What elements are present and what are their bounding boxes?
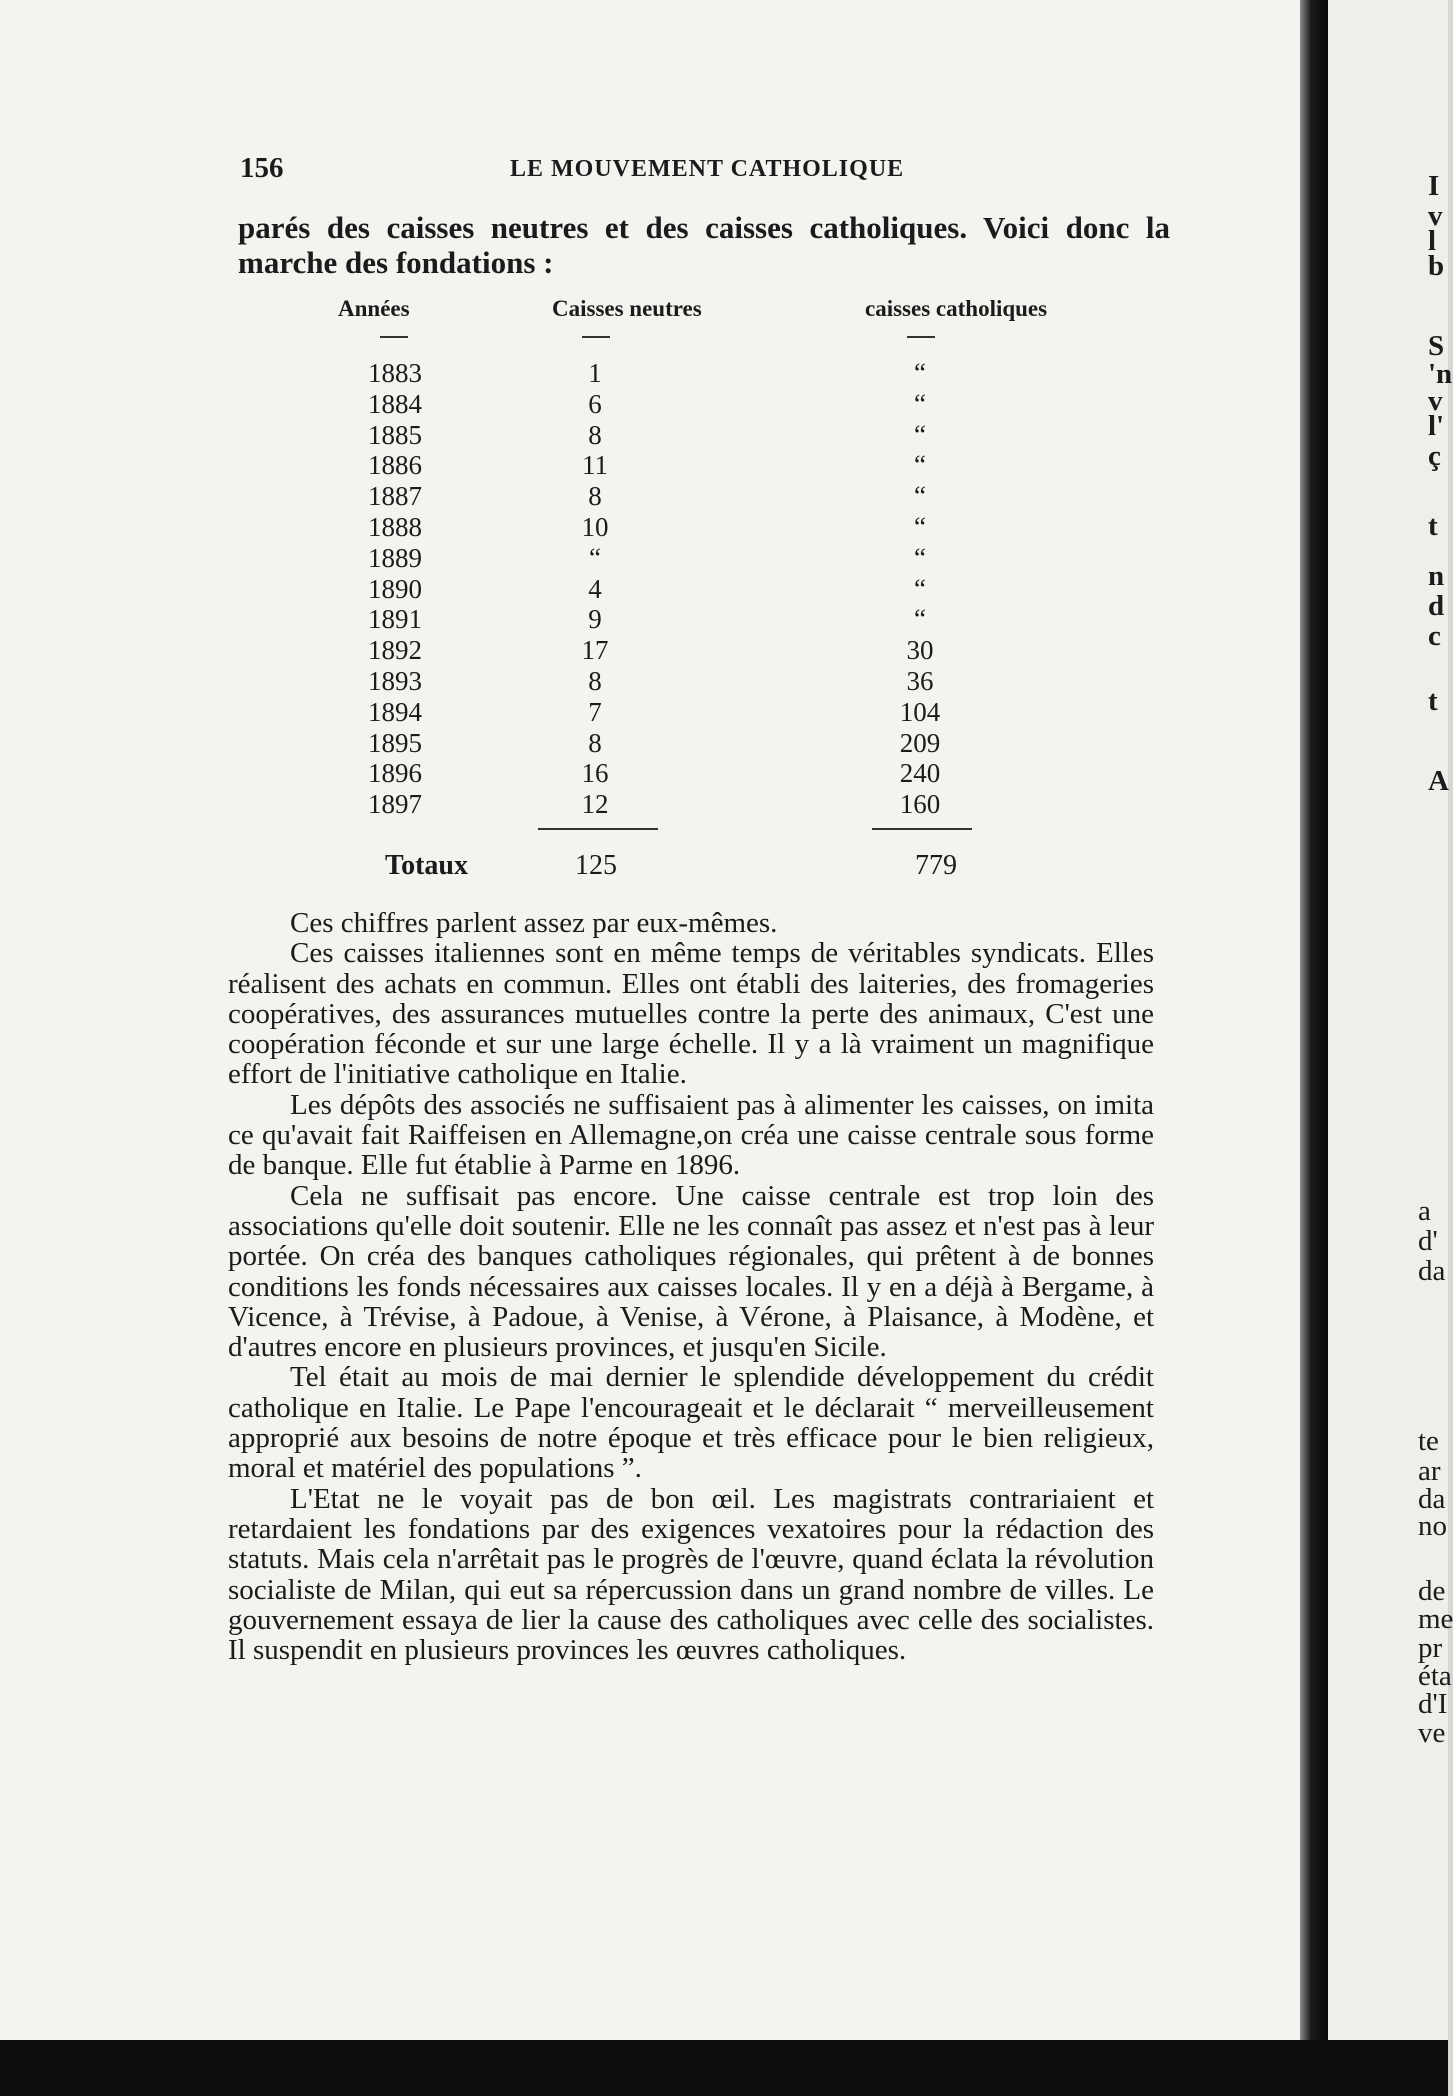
table-row <box>300 604 1120 635</box>
neutres-cell: 10 <box>581 511 609 542</box>
adjacent-page-fragment: pr <box>1418 1632 1443 1664</box>
adjacent-page-fragment: d'I <box>1418 1688 1448 1720</box>
table-row <box>300 574 1120 605</box>
adjacent-page-fragment: b <box>1428 250 1445 282</box>
adjacent-page-fragment: l <box>1428 225 1437 257</box>
adjacent-page-fragment: éta <box>1418 1660 1452 1692</box>
table-row <box>300 635 1120 666</box>
year-cell: 1896 <box>368 758 422 789</box>
catholiques-cell: 240 <box>899 758 941 789</box>
table-row <box>300 789 1120 820</box>
adjacent-page-fragment: ç <box>1428 440 1441 472</box>
catholiques-cell: “ <box>914 358 926 388</box>
adjacent-page-fragment: a <box>1418 1195 1431 1227</box>
running-title: LE MOUVEMENT CATHOLIQUE <box>510 156 905 182</box>
total-catholiques: 779 <box>915 849 957 881</box>
year-cell: 1886 <box>368 450 422 481</box>
catholiques-cell: “ <box>914 388 926 419</box>
adjacent-page-fragment: t <box>1428 510 1438 542</box>
table-row <box>300 543 1120 574</box>
adjacent-page-edge <box>1328 0 1453 2096</box>
catholiques-cell: 104 <box>899 696 941 727</box>
catholiques-cell: “ <box>914 511 926 542</box>
adjacent-page-fragment: te <box>1418 1425 1439 1457</box>
intro-paragraph: parés des caisses neutres et des caisses catholiques. Voici donc la marche des fondations : <box>238 210 1170 280</box>
adjacent-page-fragment: v <box>1428 385 1443 417</box>
adjacent-page-fragment: d' <box>1418 1225 1438 1257</box>
neutres-cell: 17 <box>581 635 609 666</box>
paragraph: Ces chiffres parlent assez par eux-mêmes. <box>290 907 778 939</box>
foundations-table <box>300 296 1120 890</box>
paragraph: Tel était au mois de mai dernier le splendide développement du crédit catholique en Italie. Le Pape l'encourageait et le déclarait “ merveilleusement approprié aux besoins de notre époque et très efficace pour le bien religieux, moral et matériel des populations ”. <box>228 1361 1154 1485</box>
paragraph: Cela ne suffisait pas encore. Une caisse centrale est trop loin des associations qu'elle doit soutenir. Elle ne les connaît pas assez et n'est pas à leur portée. On créa des banques catholiques régionales, qui prêtent à de bonnes conditions les fonds nécessaires aux caisses locales. Il y en a déjà à Bergame, à Vicence, à Trévise, à Padoue, à Venise, à Vérone, à Plaisance, à Modène, et d'autres encore en plusieurs provinces, et jusqu'en Sicile. <box>228 1179 1154 1364</box>
adjacent-page-fragment: I <box>1428 170 1440 202</box>
neutres-cell: 6 <box>588 388 602 419</box>
catholiques-cell: 30 <box>906 635 934 666</box>
adjacent-page-fragment: da <box>1418 1483 1446 1515</box>
neutres-cell: 16 <box>581 758 609 789</box>
totals-row <box>300 850 1120 890</box>
table-row <box>300 697 1120 728</box>
table-row <box>300 666 1120 697</box>
neutres-cell: “ <box>589 542 601 573</box>
header-dashes <box>300 336 1120 358</box>
catholiques-cell: 36 <box>906 665 934 696</box>
year-cell: 1894 <box>368 696 422 727</box>
book-gutter <box>1300 0 1328 2096</box>
catholiques-cell: 160 <box>899 789 941 820</box>
neutres-cell: 12 <box>581 789 609 820</box>
column-header-neutres: Caisses neutres <box>552 296 702 321</box>
year-cell: 1890 <box>368 573 422 604</box>
year-cell: 1888 <box>368 511 422 542</box>
neutres-cell: 8 <box>588 727 602 758</box>
adjacent-page-fragment: me <box>1418 1603 1453 1635</box>
table-row <box>300 481 1120 512</box>
catholiques-cell: “ <box>914 481 926 512</box>
catholiques-cell: 209 <box>899 727 941 758</box>
neutres-cell: 11 <box>582 450 608 481</box>
year-cell: 1884 <box>368 388 422 419</box>
adjacent-page-fragment: A <box>1428 765 1449 797</box>
year-cell: 1897 <box>368 789 422 820</box>
page-header <box>240 152 1160 188</box>
neutres-cell: 8 <box>588 665 602 696</box>
adjacent-page-fragment: c <box>1428 620 1441 652</box>
scan-bottom-border <box>0 2040 1448 2096</box>
sum-rule-neutres <box>538 828 658 830</box>
adjacent-page-fragment: n <box>1428 560 1445 592</box>
catholiques-cell: “ <box>914 542 926 573</box>
dash <box>907 336 935 338</box>
table-row <box>300 450 1120 481</box>
year-cell: 1893 <box>368 665 422 696</box>
adjacent-page-fragment: ar <box>1418 1455 1441 1487</box>
body-text <box>228 908 1154 1665</box>
year-cell: 1892 <box>368 635 422 666</box>
table-header <box>300 296 1120 336</box>
table-row <box>300 420 1120 451</box>
adjacent-page-fragment: t <box>1428 685 1438 717</box>
adjacent-page-fragment: d <box>1428 590 1445 622</box>
sum-rule-catholiques <box>872 828 972 830</box>
table-row <box>300 758 1120 789</box>
total-neutres: 125 <box>575 849 617 881</box>
adjacent-page-fragment: l' <box>1428 410 1445 442</box>
adjacent-page-fragment: no <box>1418 1510 1447 1542</box>
year-cell: 1883 <box>368 358 422 388</box>
column-header-catholiques: caisses catholiques <box>865 296 1048 321</box>
catholiques-cell: “ <box>914 573 926 604</box>
neutres-cell: 8 <box>588 481 602 512</box>
neutres-cell: 4 <box>588 573 602 604</box>
year-cell: 1887 <box>368 481 422 512</box>
table-row <box>300 389 1120 420</box>
neutres-cell: 8 <box>588 419 602 450</box>
adjacent-page-fragment: v <box>1428 200 1443 232</box>
table-body <box>300 358 1120 820</box>
table-row <box>300 512 1120 543</box>
neutres-cell: 1 <box>588 358 602 388</box>
column-header-annees: Années <box>338 296 410 321</box>
year-cell: 1895 <box>368 727 422 758</box>
adjacent-page-fragment: S <box>1428 330 1445 362</box>
totals-label: Totaux <box>385 849 469 881</box>
paragraph: L'Etat ne le voyait pas de bon œil. Les magistrats contrariaient et retardaient les fondations par des exigences vexatoires pour la rédaction des statuts. Mais cela n'arrêtait pas le progrès de l'œuvre, quand éclata la révolution socialiste de Milan, qui eut sa répercussion dans un grand nombre de villes. Le gouvernement essaya de lier la cause des catholiques avec celle des socialistes. Il suspendit en plusieurs provinces les œuvres catholiques. <box>228 1482 1154 1667</box>
catholiques-cell: “ <box>914 604 926 635</box>
neutres-cell: 9 <box>588 604 602 635</box>
page-number: 156 <box>240 152 284 184</box>
year-cell: 1891 <box>368 604 422 635</box>
dash <box>582 336 610 338</box>
paragraph: Les dépôts des associés ne suffisaient pas à alimenter les caisses, on imita ce qu'avait fait Raiffeisen en Allemagne,on créa une caisse centrale sous forme de banque. Elle fut établie à Parme en 1896. <box>228 1088 1154 1182</box>
paragraph: Ces caisses italiennes sont en même temps de véritables syndicats. Elles réalisent des achats en commun. Elles ont établi des laiteries, des fromageries coopératives, des assurances mutuelles contre la perte des animaux, C'est une coopération féconde et sur une large échelle. Il y a là vraiment un magnifique effort de l'initiative catholique en Italie. <box>228 937 1154 1091</box>
catholiques-cell: “ <box>914 450 926 481</box>
adjacent-page-fragment: ve <box>1418 1717 1446 1749</box>
table-row <box>300 358 1120 389</box>
dash <box>380 336 408 338</box>
year-cell: 1885 <box>368 419 422 450</box>
year-cell: 1889 <box>368 542 422 573</box>
neutres-cell: 7 <box>588 696 602 727</box>
adjacent-page-fragment: 'n <box>1428 358 1453 390</box>
adjacent-page-fragment: da <box>1418 1255 1446 1287</box>
adjacent-page-fragment: de <box>1418 1575 1446 1607</box>
table-row <box>300 728 1120 759</box>
catholiques-cell: “ <box>914 419 926 450</box>
